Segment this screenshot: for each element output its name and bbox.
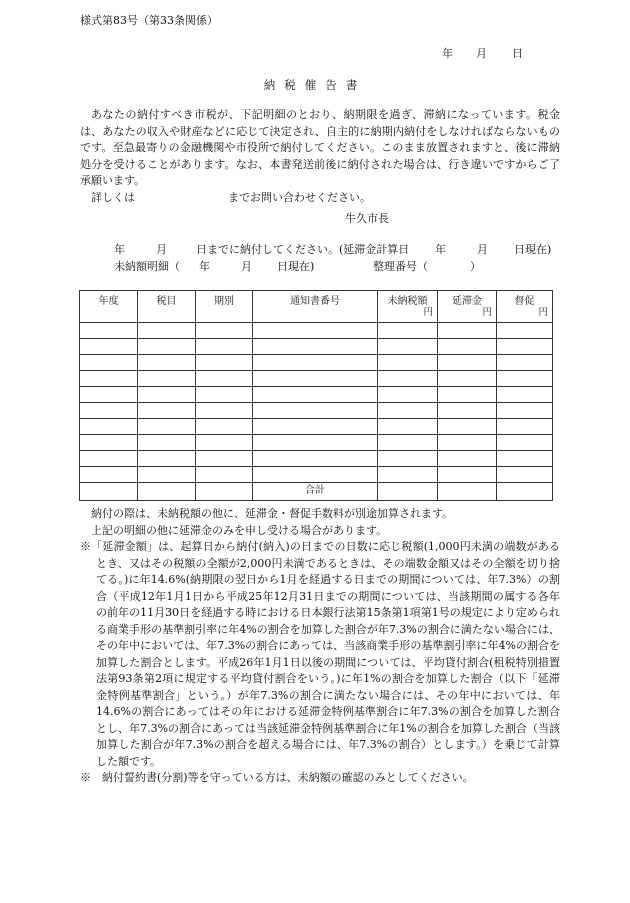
form-number: 様式第83号（第33条関係） bbox=[80, 14, 218, 27]
table-row bbox=[80, 419, 553, 435]
inquiry-line bbox=[80, 190, 560, 207]
calc-label: (延滞金計算日 bbox=[339, 243, 410, 256]
unpaid-day: 日現在) bbox=[277, 260, 315, 273]
total-reminder-fee bbox=[497, 483, 553, 501]
unit-unpaid-tax: 円 bbox=[423, 306, 433, 318]
issue-month: 月 bbox=[476, 47, 487, 60]
inquiry-suffix: までお問い合わせください。 bbox=[228, 190, 371, 204]
unpaid-details bbox=[114, 259, 481, 276]
issue-day: 日 bbox=[512, 47, 523, 60]
total-row bbox=[80, 483, 553, 501]
total-late-fee bbox=[438, 483, 497, 501]
header-fiscal-year: 年度 bbox=[80, 291, 138, 323]
table-row bbox=[80, 339, 553, 355]
note-installment-pledge: ※ 納付誓約書(分割)等を守っている方は、未納額の確認のみとしてください。 bbox=[80, 771, 474, 784]
header-notice-number: 通知書番号 bbox=[253, 291, 378, 323]
table-row bbox=[80, 323, 553, 339]
header-reminder-fee bbox=[497, 291, 553, 323]
unpaid-label: 未納額明細（ bbox=[114, 260, 180, 273]
unpaid-year: 年 bbox=[199, 260, 210, 273]
issuer-name: 牛久市長 bbox=[345, 212, 389, 225]
document-title: 納税催告書 bbox=[263, 78, 367, 92]
pay-day-suffix: 日までに納付してください。 bbox=[196, 243, 339, 256]
table-row bbox=[80, 467, 553, 483]
note-late-fee-only: 上記の明細の他に延滞金のみを申し受ける場合があります。 bbox=[91, 523, 388, 537]
unit-late-fee: 円 bbox=[482, 306, 492, 318]
header-late-fee bbox=[438, 291, 497, 323]
intro-paragraph: あなたの納付すべき市税が、下記明細のとおり、納期限を過ぎ、滞納になっています。税金は、あなたの収入や財産などに応じて決定され、自主的に納期内納付をしなければならないものです。至急最寄りの金融機関や市役所で納付してください。このまま放置されますと、後に滞納処分を受けることがあります。なお、本書発送前後に納付された場合は、行き違いですからご了承願います。 bbox=[80, 108, 560, 187]
header-reminder-fee-label: 督促 bbox=[514, 296, 535, 307]
header-tax-type: 税目 bbox=[138, 291, 196, 323]
payment-deadline bbox=[114, 242, 551, 259]
table-row bbox=[80, 371, 553, 387]
notes bbox=[80, 506, 560, 787]
unpaid-month: 月 bbox=[241, 260, 252, 273]
note-late-fee-calculation: ※「延滞金額」は、起算日から納付(納入)の日までの日数に応じ税額(1,000円未満の端数があるとき、又はその税額の全額が2,000円未満であるときは、その端数金額又はその全額を切り捨てる。)に年14.6%(納期限の翌日から1月を経過する日までの期間については、年7.3%）の割合（平成12年1月1日から平成25年12月31日までの期間については、当該期間の属する各年の前年の11月30日を経過する時における日本銀行法第15条第1項第1号の規定により定められる商業手形の基準割引率に年4%の割合を加算した割合が年7.3%の割合に満たない場合には、その年中においては、年7.3%の割合にあっては、当該商業手形の基準割引率に年4%の割合を加算した割合とします。平成26年1月1日以後の期間については、平均貸付割合(租税特別措置法第93条第2項に規定する平均貸付割合をいう。)に年1%の割合を加算した割合（以下「延滞金特例基準割合」という。）が年7.3%の割合に満たない場合には、その年中においては、年14.6%の割合にあってはその年における延滞金特例基準割合に年7.3%の割合を加算した割合とし、年7.3%の割合にあっては当該延滞金特例基準割合に年1%の割合を加算した割合（当該加算した割合が年7.3%の割合を超える場合には、年7.3%の割合）とします。）を乗じて計算した額です。 bbox=[80, 540, 560, 768]
calc-year: 年 bbox=[435, 243, 446, 256]
calc-day: 日現在) bbox=[514, 243, 552, 256]
header-unpaid-tax bbox=[378, 291, 438, 323]
unit-reminder-fee: 円 bbox=[538, 306, 548, 318]
pay-month: 月 bbox=[156, 243, 167, 256]
issue-year: 年 bbox=[442, 47, 453, 60]
table-row bbox=[80, 435, 553, 451]
calc-month: 月 bbox=[477, 243, 488, 256]
total-unpaid-tax bbox=[378, 483, 438, 501]
ref-label: 整理番号（ bbox=[373, 260, 428, 273]
header-installment: 期別 bbox=[196, 291, 253, 323]
table-row bbox=[80, 403, 553, 419]
table-row bbox=[80, 387, 553, 403]
total-label: 合計 bbox=[253, 483, 378, 501]
issue-date bbox=[442, 46, 523, 63]
inquiry-prefix: 詳しくは bbox=[91, 190, 135, 204]
header-late-fee-label: 延滞金 bbox=[452, 296, 482, 307]
note-additional-fees: 納付の際は、未納税額の他に、延滞金・督促手数料が別途加算されます。 bbox=[91, 507, 454, 520]
table-header-row bbox=[80, 291, 553, 323]
unpaid-detail-table bbox=[79, 290, 553, 501]
ref-close: ） bbox=[470, 260, 481, 273]
intro-text bbox=[80, 107, 560, 206]
pay-year: 年 bbox=[114, 243, 125, 256]
table-row bbox=[80, 355, 553, 371]
table-row bbox=[80, 451, 553, 467]
header-unpaid-tax-label: 未納税額 bbox=[387, 296, 428, 307]
